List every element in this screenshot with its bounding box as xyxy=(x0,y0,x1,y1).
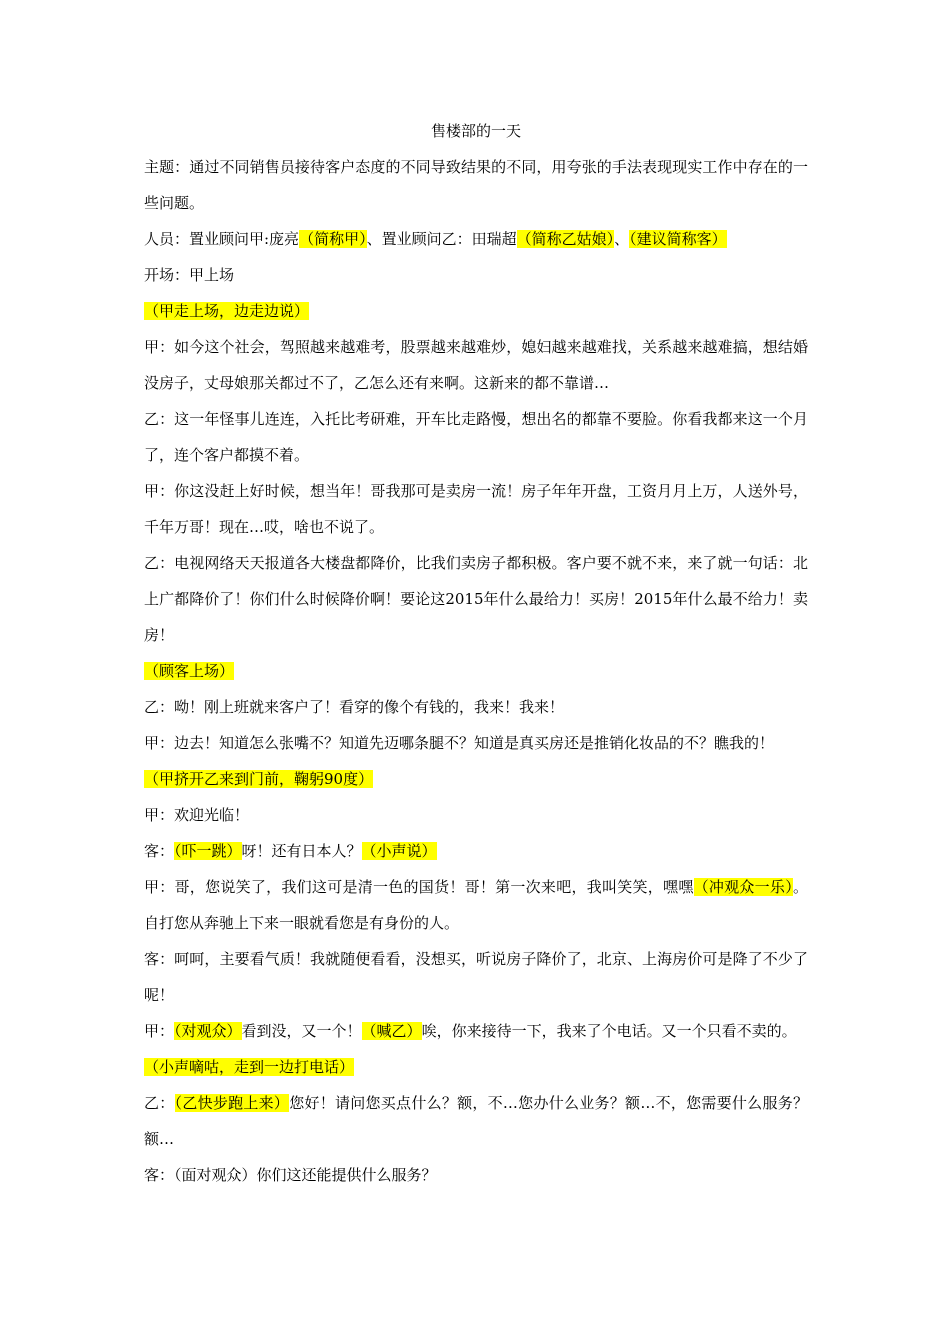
paragraph-text: 甲：欢迎光临！ xyxy=(144,806,250,824)
script-paragraph xyxy=(144,1157,808,1193)
stage-direction-highlight: （冲观众一乐） xyxy=(693,878,793,896)
paragraph-text: 看到没，又一个！ xyxy=(241,1022,362,1040)
script-paragraph xyxy=(144,833,808,869)
script-paragraph xyxy=(144,725,808,761)
paragraph-text: 您好！请问您买点什么？额，不…您办什么业务？额…不，您需要什么服务？额… xyxy=(144,1094,808,1148)
stage-direction-highlight: （建议简称客） xyxy=(629,230,727,248)
script-paragraph xyxy=(144,761,808,797)
paragraph-text: 甲： xyxy=(144,1022,175,1040)
script-paragraph xyxy=(144,149,808,221)
paragraph-text: 主题：通过不同销售员接待客户态度的不同导致结果的不同，用夸张的手法表现现实工作中存在的一些问题。 xyxy=(144,158,808,212)
script-paragraph xyxy=(144,293,808,329)
stage-direction-highlight: （对观众） xyxy=(174,1022,242,1040)
script-paragraph xyxy=(144,869,808,941)
stage-direction-highlight: （乙快步跑上来） xyxy=(174,1094,290,1112)
script-paragraph xyxy=(144,329,808,401)
stage-direction-highlight: （顾客上场） xyxy=(144,662,235,680)
paragraph-text: 、 xyxy=(614,230,630,248)
paragraph-text: 乙：呦！刚上班就来客户了！看穿的像个有钱的，我来！我来！ xyxy=(144,698,565,716)
stage-direction-highlight: （甲挤开乙来到门前，鞠躬90度） xyxy=(144,770,374,788)
paragraph-text: 乙：电视网络天天报道各大楼盘都降价，比我们卖房子都积极。客户要不就不来，来了就一句话：北上广都降价了！你们什么时候降价啊！要论这2015年什么最给力！买房！2015年什么最不给力！卖房！ xyxy=(144,554,808,644)
paragraph-text: 甲：哥，您说笑了，我们这可是清一色的国货！哥！第一次来吧，我叫笑笑，嘿嘿 xyxy=(144,878,694,896)
paragraph-text: 甲：边去！知道怎么张嘴不？知道先迈哪条腿不？知道是真买房还是推销化妆品的不？瞧我的！ xyxy=(144,734,775,752)
script-paragraph xyxy=(144,1049,808,1085)
stage-direction-highlight: （小声嘀咕，走到一边打电话） xyxy=(144,1058,355,1076)
stage-direction-highlight: （小声说） xyxy=(361,842,437,860)
paragraph-text: 客：（面对观众）你们这还能提供什么服务？ xyxy=(144,1166,437,1184)
script-paragraph xyxy=(144,797,808,833)
paragraph-text: 甲：你这没赶上好时候，想当年！哥我那可是卖房一流！房子年年开盘，工资月月上万，人送外号，千年万哥！现在…哎，啥也不说了。 xyxy=(144,482,808,536)
script-paragraph xyxy=(144,689,808,725)
script-paragraph xyxy=(144,401,808,473)
stage-direction-highlight: （喊乙） xyxy=(361,1022,422,1040)
stage-direction-highlight: （甲走上场，边走边说） xyxy=(144,302,310,320)
script-paragraph xyxy=(144,545,808,653)
paragraph-text: 客： xyxy=(144,842,175,860)
paragraph-text: 人员：置业顾问甲:庞亮 xyxy=(144,230,300,248)
paragraph-text: 唉，你来接待一下，我来了个电话。又一个只看不卖的。 xyxy=(421,1022,797,1040)
script-paragraph xyxy=(144,473,808,545)
paragraph-text: 呀！还有日本人？ xyxy=(241,842,362,860)
script-paragraph xyxy=(144,1085,808,1157)
script-paragraph xyxy=(144,221,808,257)
stage-direction-highlight: （简称甲） xyxy=(299,230,367,248)
paragraph-text: 乙：这一年怪事儿连连，入托比考研难，开车比走路慢，想出名的都靠不要脸。你看我都来这一个月了，连个客户都摸不着。 xyxy=(144,410,808,464)
stage-direction-highlight: （吓一跳） xyxy=(174,842,242,860)
paragraph-text: 开场：甲上场 xyxy=(144,266,235,284)
document-body xyxy=(144,113,808,1193)
paragraph-text: 、置业顾问乙：田瑞超 xyxy=(366,230,517,248)
paragraph-text: 乙： xyxy=(144,1094,175,1112)
script-paragraphs xyxy=(144,149,808,1193)
script-paragraph xyxy=(144,941,808,1013)
script-paragraph xyxy=(144,653,808,689)
script-paragraph xyxy=(144,1013,808,1049)
paragraph-text: 甲：如今这个社会，驾照越来越难考，股票越来越难炒，媳妇越来越难找，关系越来越难搞，想结婚没房子，丈母娘那关都过不了，乙怎么还有来啊。这新来的都不靠谱… xyxy=(144,338,808,392)
paragraph-text: 。自打您从奔驰上下来一眼就看您是有身份的人。 xyxy=(144,878,808,932)
script-paragraph xyxy=(144,257,808,293)
stage-direction-highlight: （简称乙姑娘） xyxy=(516,230,615,248)
paragraph-text: 客：呵呵，主要看气质！我就随便看看，没想买，听说房子降价了，北京、上海房价可是降了不少了呢！ xyxy=(144,950,808,1004)
document-title: 售楼部的一天 xyxy=(430,122,521,140)
